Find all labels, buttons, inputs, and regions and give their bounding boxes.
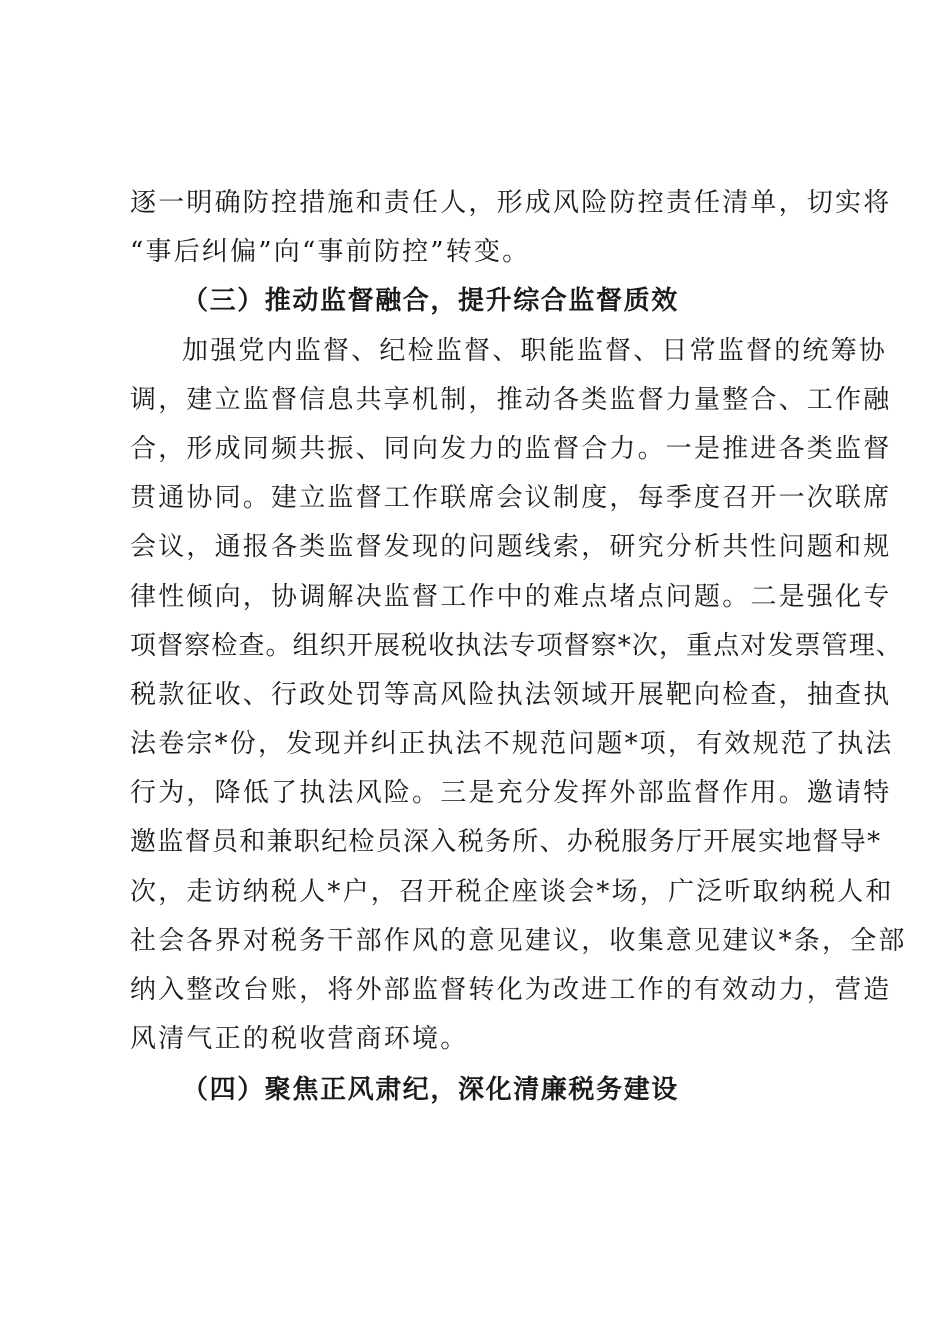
section-heading-3: （三）推动监督融合，提升综合监督质效 — [182, 286, 679, 317]
paragraph-line: 邀监督员和兼职纪检员深入税务所、办税服务厅开展实地督导* — [130, 827, 882, 858]
paragraph-line: 合，形成同频共振、同向发力的监督合力。一是推进各类监督 — [130, 433, 892, 464]
paragraph-line: 税款征收、行政处罚等高风险执法领域开展靶向检查，抽查执 — [130, 679, 892, 710]
paragraph-line: 项督察检查。组织开展税收执法专项督察*次，重点对发票管理、 — [130, 630, 903, 661]
paragraph-line: 法卷宗*份，发现并纠正执法不规范问题*项，有效规范了执法 — [130, 729, 894, 760]
paragraph-line: 调，建立监督信息共享机制，推动各类监督力量整合、工作融 — [130, 384, 892, 415]
paragraph-line: 风清气正的税收营商环境。 — [130, 1024, 469, 1055]
paragraph-line: “事后纠偏”向“事前防控”转变。 — [130, 237, 531, 268]
paragraph-line: 社会各界对税务干部作风的意见建议，收集意见建议*条，全部 — [130, 925, 907, 956]
paragraph-line: 次，走访纳税人*户，召开税企座谈会*场，广泛听取纳税人和 — [130, 876, 894, 907]
paragraph-line: 律性倾向，协调解决监督工作中的难点堵点问题。二是强化专 — [130, 581, 892, 612]
paragraph-line: 会议，通报各类监督发现的问题线索，研究分析共性问题和规 — [130, 532, 892, 563]
section-heading-4: （四）聚焦正风肃纪，深化清廉税务建设 — [182, 1075, 679, 1106]
paragraph-line: 贯通协同。建立监督工作联席会议制度，每季度召开一次联席 — [130, 483, 892, 514]
paragraph-line: 行为，降低了执法风险。三是充分发挥外部监督作用。邀请特 — [130, 778, 892, 809]
paragraph-line: 加强党内监督、纪检监督、职能监督、日常监督的统筹协 — [182, 335, 888, 366]
paragraph-line: 纳入整改台账，将外部监督转化为改进工作的有效动力，营造 — [130, 975, 892, 1005]
document-body — [130, 179, 907, 1116]
paragraph-line: 逐一明确防控措施和责任人，形成风险防控责任清单，切实将 — [130, 188, 892, 218]
